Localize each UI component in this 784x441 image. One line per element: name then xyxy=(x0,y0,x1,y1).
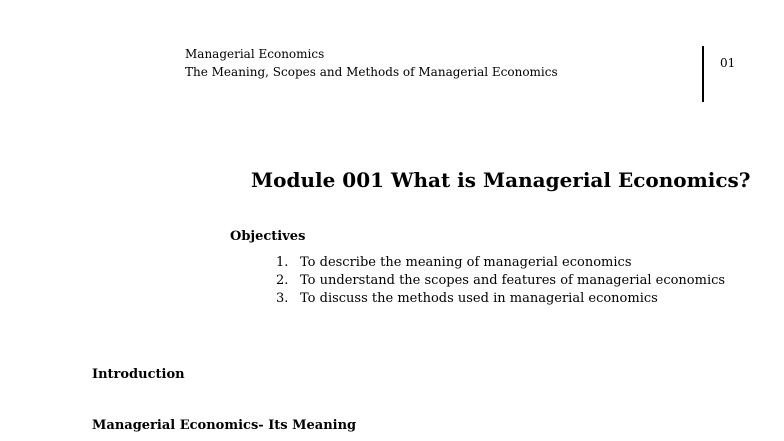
objective-item xyxy=(276,254,725,272)
objectives-list xyxy=(276,254,725,308)
header-course-title: Managerial Economics xyxy=(185,47,325,61)
objective-text: To discuss the methods used in managerial economics xyxy=(300,291,658,306)
objective-number: 2. xyxy=(276,273,289,288)
objective-number: 3. xyxy=(276,291,289,306)
meaning-heading: Managerial Economics- Its Meaning xyxy=(92,418,357,433)
header-divider xyxy=(702,46,704,102)
objective-text: To describe the meaning of managerial economics xyxy=(300,255,632,270)
objective-text: To understand the scopes and features of managerial economics xyxy=(300,273,726,288)
module-title: Module 001 What is Managerial Economics? xyxy=(251,168,751,192)
objective-item xyxy=(276,290,725,308)
objective-number: 1. xyxy=(276,255,289,270)
page-number: 01 xyxy=(720,56,736,70)
objective-item xyxy=(276,272,725,290)
introduction-heading: Introduction xyxy=(92,367,185,382)
objectives-heading: Objectives xyxy=(230,229,306,244)
header-subtitle: The Meaning, Scopes and Methods of Managerial Economics xyxy=(185,65,558,79)
